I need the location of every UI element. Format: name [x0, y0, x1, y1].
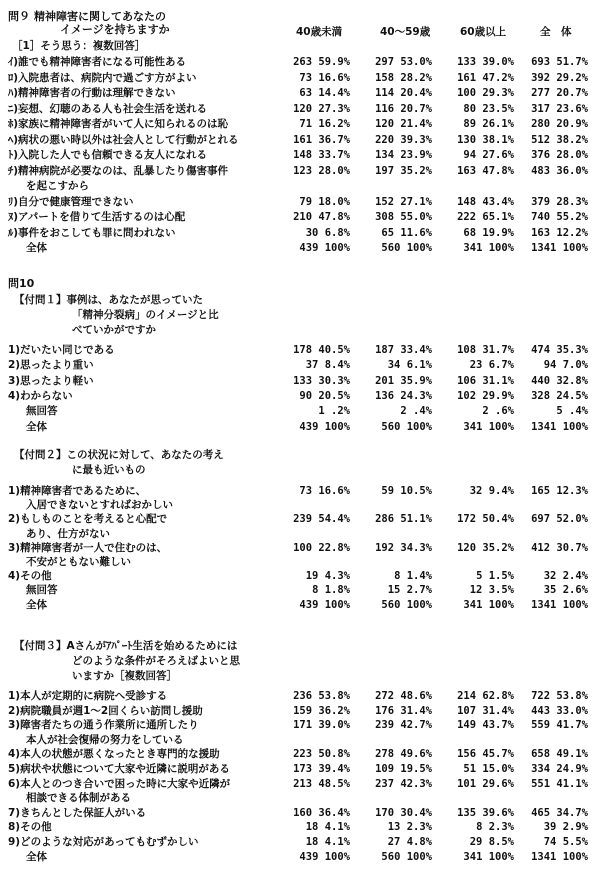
value-cell: 192 34.3% — [375, 541, 432, 554]
value-cell: 136 24.3% — [375, 389, 432, 402]
value-cell: 341 100% — [463, 850, 514, 863]
row-label: 8)その他 — [8, 821, 52, 834]
value-cell: 63 14.4% — [299, 87, 350, 99]
value-cell: 160 36.4% — [293, 806, 350, 819]
answer-type-label: ［1］そう思う：複数回答］ — [12, 40, 146, 52]
value-cell: 23 6.7% — [469, 359, 514, 372]
value-cell: 412 30.7% — [531, 541, 588, 554]
row-label: 4)その他 — [8, 570, 52, 583]
value-cell: 376 28.0% — [531, 149, 588, 161]
row-label: 全体 — [26, 598, 47, 611]
row-label: ﾄ)入院した人でも信頼できる友人になれる — [8, 149, 208, 161]
value-cell: 161 47.2% — [457, 71, 514, 84]
value-cell: 658 49.1% — [531, 748, 588, 761]
value-cell: 32 2.4% — [543, 570, 588, 583]
value-cell: 27 4.8% — [387, 836, 432, 848]
value-cell: 39 2.9% — [543, 821, 588, 834]
value-cell: 8 1.8% — [312, 584, 350, 597]
value-cell: 107 31.4% — [457, 704, 514, 717]
row-label: 3)思ったより軽い — [8, 374, 94, 387]
value-cell: 697 52.0% — [531, 513, 588, 526]
value-cell: 341 100% — [463, 242, 514, 254]
value-cell: 551 41.1% — [531, 777, 588, 790]
value-cell: 120 27.3% — [293, 102, 350, 115]
value-cell: 149 43.7% — [457, 719, 514, 732]
value-cell: 1341 100% — [531, 598, 588, 611]
subquestion-title-line2: 「精神分裂病」のイメージと比 — [72, 309, 219, 321]
value-cell: 158 28.2% — [375, 71, 432, 84]
subquestion-title: 【付問３】Aさんがｱﾊﾟｰﾄ生活を始めるためには — [14, 640, 238, 652]
value-cell: 443 33.0% — [531, 704, 588, 717]
subquestion-title-line3: べていかがですか — [72, 324, 156, 336]
row-label: ﾘ)自分で健康管理できない — [8, 195, 134, 208]
value-cell: 1341 100% — [531, 850, 588, 863]
value-cell: 18 4.1% — [305, 821, 350, 834]
value-cell: 176 31.4% — [375, 704, 432, 717]
value-cell: 178 40.5% — [293, 344, 350, 356]
row-label: ﾁ)精神病院が必要なのは、乱暴したり傷害事件 — [8, 164, 229, 177]
subquestion-title-line2: に最も近いもの — [72, 464, 146, 476]
value-cell: 94 27.6% — [463, 149, 514, 161]
value-cell: 156 45.7% — [457, 748, 514, 761]
row-label: 2)思ったより重い — [8, 359, 94, 372]
value-cell: 187 33.4% — [375, 344, 432, 356]
question-title-line2: イメージを持ちますか — [60, 23, 170, 36]
row-label: ﾎ)家族に精神障害者がいて人に知られるのは恥 — [8, 118, 229, 130]
value-cell: 693 51.7% — [531, 56, 588, 68]
value-cell: 106 31.1% — [457, 374, 514, 387]
value-cell: 286 51.1% — [375, 513, 432, 526]
value-cell: 560 100% — [381, 598, 432, 611]
value-cell: 29 8.5% — [469, 836, 514, 848]
row-label: 全体 — [26, 850, 47, 863]
question-title: 精神障害に関してあなたの — [34, 10, 166, 23]
value-cell: 133 30.3% — [293, 374, 350, 387]
row-label-continued: 相談できる体制がある — [26, 792, 131, 805]
value-cell: 130 38.1% — [457, 133, 514, 146]
value-cell: 32 9.4% — [469, 485, 514, 497]
value-cell: 722 53.8% — [531, 690, 588, 702]
value-cell: 170 30.4% — [375, 806, 432, 819]
value-cell: 148 43.4% — [457, 195, 514, 208]
row-label-continued: 本人が社会復帰の努力をしている — [26, 733, 184, 746]
value-cell: 13 2.3% — [387, 821, 432, 834]
value-cell: 483 36.0% — [531, 164, 588, 177]
value-cell: 317 23.6% — [531, 102, 588, 115]
value-cell: 8 1.4% — [394, 570, 432, 583]
row-label: 9)どのような対応があってもむずかしい — [8, 836, 199, 848]
value-cell: 223 50.8% — [293, 748, 350, 761]
value-cell: 163 12.2% — [531, 226, 588, 239]
value-cell: 5 1.5% — [476, 570, 514, 583]
value-cell: 297 53.0% — [375, 56, 432, 68]
value-cell: 108 31.7% — [457, 344, 514, 356]
value-cell: 237 42.3% — [375, 777, 432, 790]
value-cell: 341 100% — [463, 420, 514, 433]
row-label: 2)もしものことを考えると心配で — [8, 513, 168, 526]
row-label: ﾙ)事件をおこしても罪に問われない — [8, 226, 176, 239]
value-cell: 439 100% — [299, 242, 350, 254]
value-cell: 94 7.0% — [543, 359, 588, 372]
row-label: ｲ)誰でも精神障害者になる可能性ある — [8, 56, 187, 68]
value-cell: 109 19.5% — [375, 763, 432, 775]
value-cell: 512 38.2% — [531, 133, 588, 146]
value-cell: 163 47.8% — [457, 164, 514, 177]
value-cell: 159 36.2% — [293, 704, 350, 717]
row-label: 2)病院職員が週1～2回くらい訪問し援助 — [8, 704, 203, 717]
value-cell: 379 28.3% — [531, 195, 588, 208]
value-cell: 2 .4% — [400, 405, 432, 418]
value-cell: 12 3.5% — [469, 584, 514, 597]
row-label: 1)だいたい同じである — [8, 344, 115, 356]
value-cell: 328 24.5% — [531, 389, 588, 402]
subquestion-title: 【付問２】この状況に対して、あなたの考え — [14, 449, 224, 461]
value-cell: 5 .4% — [556, 405, 588, 418]
value-cell: 308 55.0% — [375, 211, 432, 223]
value-cell: 120 21.4% — [375, 118, 432, 130]
value-cell: 740 55.2% — [531, 211, 588, 223]
value-cell: 214 62.8% — [457, 690, 514, 702]
value-cell: 280 20.9% — [531, 118, 588, 130]
value-cell: 30 6.8% — [305, 226, 350, 239]
value-cell: 341 100% — [463, 598, 514, 611]
question-number: 問10 — [8, 277, 35, 290]
row-label: 1)精神障害者であるために、 — [8, 485, 147, 497]
row-label: 5)病状や状態について大家や近隣に説明がある — [8, 763, 230, 775]
subquestion-title-line3: いますか［複数回答］ — [72, 670, 177, 682]
value-cell: 239 54.4% — [293, 513, 350, 526]
row-label: 4)本人の状態が悪くなったとき専門的な援助 — [8, 748, 220, 761]
row-label-continued: 入居できないとすればおかしい — [26, 499, 173, 512]
row-label-continued: 不安がともない難しい — [26, 556, 131, 568]
row-label: ﾛ)入院患者は、病院内で過ごす方がよい — [8, 71, 197, 84]
value-cell: 90 20.5% — [299, 389, 350, 402]
value-cell: 1341 100% — [531, 242, 588, 254]
value-cell: 59 10.5% — [381, 485, 432, 497]
value-cell: 8 2.3% — [476, 821, 514, 834]
value-cell: 465 34.7% — [531, 806, 588, 819]
value-cell: 263 59.9% — [293, 56, 350, 68]
value-cell: 123 28.0% — [293, 164, 350, 177]
row-label: 6)本人とのつき合いで困った時に大家や近隣が — [8, 777, 231, 790]
value-cell: 392 29.2% — [531, 71, 588, 84]
column-header: 40歳未満 — [296, 26, 343, 38]
value-cell: 19 4.3% — [305, 570, 350, 583]
question-number: 問９ — [8, 10, 30, 23]
value-cell: 74 5.5% — [543, 836, 588, 848]
row-label: ﾆ)妄想、幻聴のある人も社会生活を送れる — [8, 102, 208, 115]
value-cell: 334 24.9% — [531, 763, 588, 775]
value-cell: 71 16.2% — [299, 118, 350, 130]
value-cell: 1341 100% — [531, 420, 588, 433]
value-cell: 474 35.3% — [531, 344, 588, 356]
column-header: 40～59歳 — [380, 26, 431, 38]
value-cell: 439 100% — [299, 420, 350, 433]
value-cell: 213 48.5% — [293, 777, 350, 790]
value-cell: 152 27.1% — [375, 195, 432, 208]
column-header: 60歳以上 — [460, 26, 507, 38]
value-cell: 68 19.9% — [463, 226, 514, 239]
value-cell: 439 100% — [299, 598, 350, 611]
value-cell: 201 35.9% — [375, 374, 432, 387]
value-cell: 79 18.0% — [299, 195, 350, 208]
value-cell: 134 23.9% — [375, 149, 432, 161]
value-cell: 89 26.1% — [463, 118, 514, 130]
value-cell: 210 47.8% — [293, 211, 350, 223]
value-cell: 2 .6% — [482, 405, 514, 418]
value-cell: 560 100% — [381, 242, 432, 254]
row-label: ﾊ)精神障害者の行動は理解できない — [8, 87, 176, 99]
row-label-continued: を起こすから — [26, 180, 89, 192]
row-label: 全体 — [26, 420, 47, 433]
value-cell: 439 100% — [299, 850, 350, 863]
value-cell: 116 20.7% — [375, 102, 432, 115]
value-cell: 51 15.0% — [463, 763, 514, 775]
value-cell: 173 39.4% — [293, 763, 350, 775]
value-cell: 148 33.7% — [293, 149, 350, 161]
value-cell: 114 20.4% — [375, 87, 432, 99]
row-label: 3)障害者たちの通う作業所に通所したり — [8, 719, 199, 732]
value-cell: 100 29.3% — [457, 87, 514, 99]
row-label: 7)きちんとした保証人がいる — [8, 806, 147, 819]
row-label: 無回答 — [26, 584, 58, 597]
value-cell: 278 49.6% — [375, 748, 432, 761]
value-cell: 1 .2% — [318, 405, 350, 418]
row-label: 1)本人が定期的に病院へ受診する — [8, 690, 168, 702]
value-cell: 73 16.6% — [299, 485, 350, 497]
column-header: 全 体 — [540, 26, 572, 38]
value-cell: 120 35.2% — [457, 541, 514, 554]
value-cell: 222 65.1% — [457, 211, 514, 223]
row-label: ﾇ)アパートを借りて生活するのは心配 — [8, 211, 186, 223]
value-cell: 35 2.6% — [543, 584, 588, 597]
value-cell: 73 16.6% — [299, 71, 350, 84]
value-cell: 15 2.7% — [387, 584, 432, 597]
row-label: ﾍ)病状の悪い時以外は社会人として行動がとれる — [8, 133, 239, 146]
subquestion-title: 【付問１】事例は、あなたが思っていた — [14, 294, 203, 306]
subquestion-title-line2: どのような条件がそろえばよいと思 — [72, 655, 240, 667]
row-label: 3)精神障害者が一人で住むのは、 — [8, 541, 168, 554]
row-label-continued: あり、仕方がない — [26, 527, 110, 540]
value-cell: 100 22.8% — [293, 541, 350, 554]
value-cell: 101 29.6% — [457, 777, 514, 790]
value-cell: 165 12.3% — [531, 485, 588, 497]
value-cell: 171 39.0% — [293, 719, 350, 732]
value-cell: 220 39.3% — [375, 133, 432, 146]
value-cell: 135 39.6% — [457, 806, 514, 819]
value-cell: 560 100% — [381, 420, 432, 433]
value-cell: 80 23.5% — [463, 102, 514, 115]
row-label: 無回答 — [26, 405, 58, 418]
value-cell: 161 36.7% — [293, 133, 350, 146]
value-cell: 440 32.8% — [531, 374, 588, 387]
row-label: 4)わからない — [8, 389, 73, 402]
value-cell: 37 8.4% — [305, 359, 350, 372]
value-cell: 277 20.7% — [531, 87, 588, 99]
value-cell: 65 11.6% — [381, 226, 432, 239]
value-cell: 236 53.8% — [293, 690, 350, 702]
value-cell: 172 50.4% — [457, 513, 514, 526]
value-cell: 239 42.7% — [375, 719, 432, 732]
value-cell: 272 48.6% — [375, 690, 432, 702]
value-cell: 560 100% — [381, 850, 432, 863]
value-cell: 34 6.1% — [387, 359, 432, 372]
row-label: 全体 — [26, 242, 47, 254]
value-cell: 102 29.9% — [457, 389, 514, 402]
value-cell: 197 35.2% — [375, 164, 432, 177]
value-cell: 133 39.0% — [457, 56, 514, 68]
value-cell: 559 41.7% — [531, 719, 588, 732]
value-cell: 18 4.1% — [305, 836, 350, 848]
